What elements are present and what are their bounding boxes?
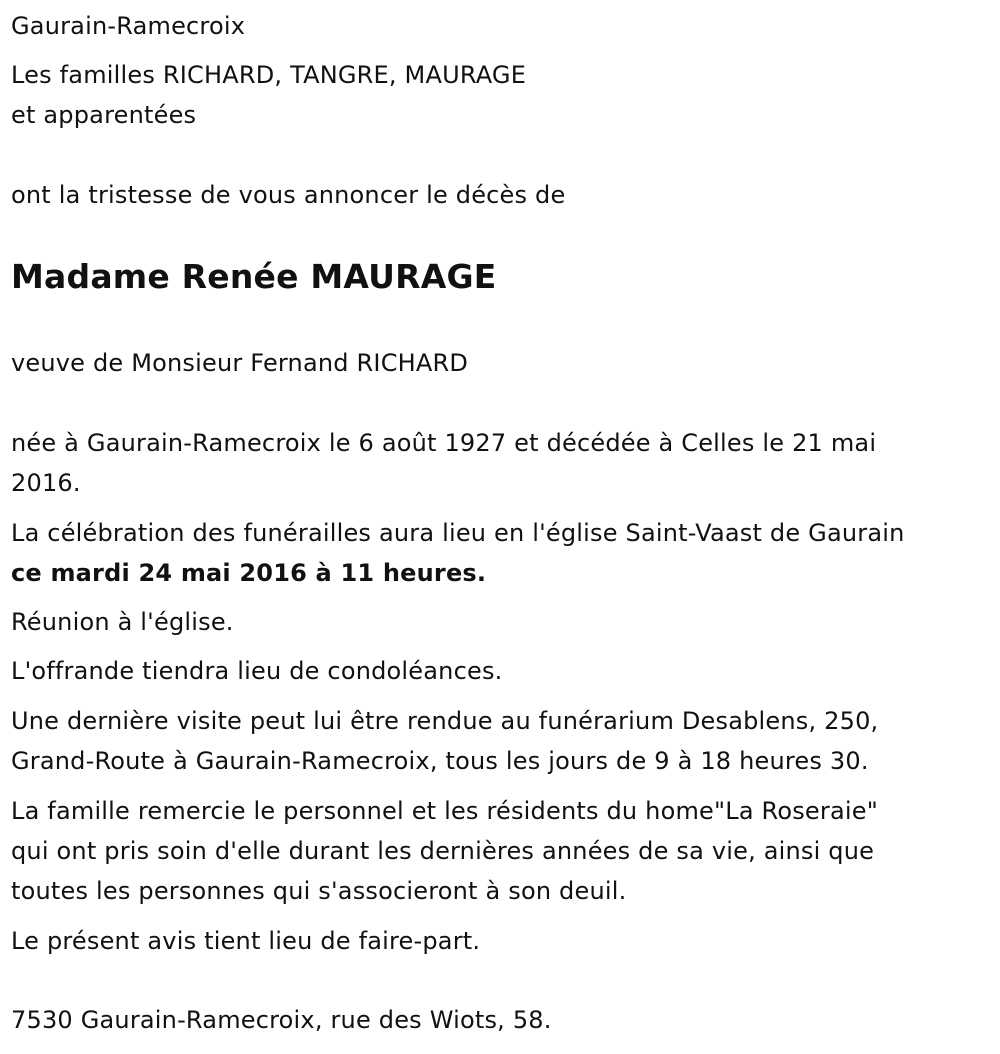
birth-death-line-1: née à Gaurain-Ramecroix le 6 août 1927 et décédée à Celles le 21 mai — [11, 429, 877, 457]
announcement-text: ont la tristesse de vous annoncer le décès de — [11, 181, 566, 209]
widow-of-text: veuve de Monsieur Fernand RICHARD — [11, 349, 469, 377]
funeral-datetime-bold: ce mardi 24 mai 2016 à 11 heures. — [11, 559, 487, 587]
town-heading: Gaurain-Ramecroix — [11, 12, 246, 40]
thanks-line-1: La famille remercie le personnel et les résidents du home"La Roseraie" — [11, 797, 878, 825]
funeral-line-1: La célébration des funérailles aura lieu en l'église Saint-Vaast de Gaurain — [11, 519, 905, 547]
families-line-2: et apparentées — [11, 101, 197, 129]
families-line-1: Les familles RICHARD, TANGRE, MAURAGE — [11, 61, 527, 89]
address-text: 7530 Gaurain-Ramecroix, rue des Wiots, 58. — [11, 1006, 552, 1034]
meeting-text: Réunion à l'église. — [11, 608, 234, 636]
birth-death-line-2: 2016. — [11, 469, 81, 497]
deceased-name: Madame Renée MAURAGE — [11, 257, 497, 296]
thanks-line-3: toutes les personnes qui s'associeront à son deuil. — [11, 877, 627, 905]
offering-text: L'offrande tiendra lieu de condoléances. — [11, 657, 503, 685]
thanks-line-2: qui ont pris soin d'elle durant les dernières années de sa vie, ainsi que — [11, 837, 875, 865]
faire-part-text: Le présent avis tient lieu de faire-part. — [11, 927, 481, 955]
funeral-datetime — [11, 553, 486, 593]
visit-line-1: Une dernière visite peut lui être rendue au funérarium Desablens, 250, — [11, 707, 879, 735]
visit-line-2: Grand-Route à Gaurain-Ramecroix, tous les jours de 9 à 18 heures 30. — [11, 747, 869, 775]
